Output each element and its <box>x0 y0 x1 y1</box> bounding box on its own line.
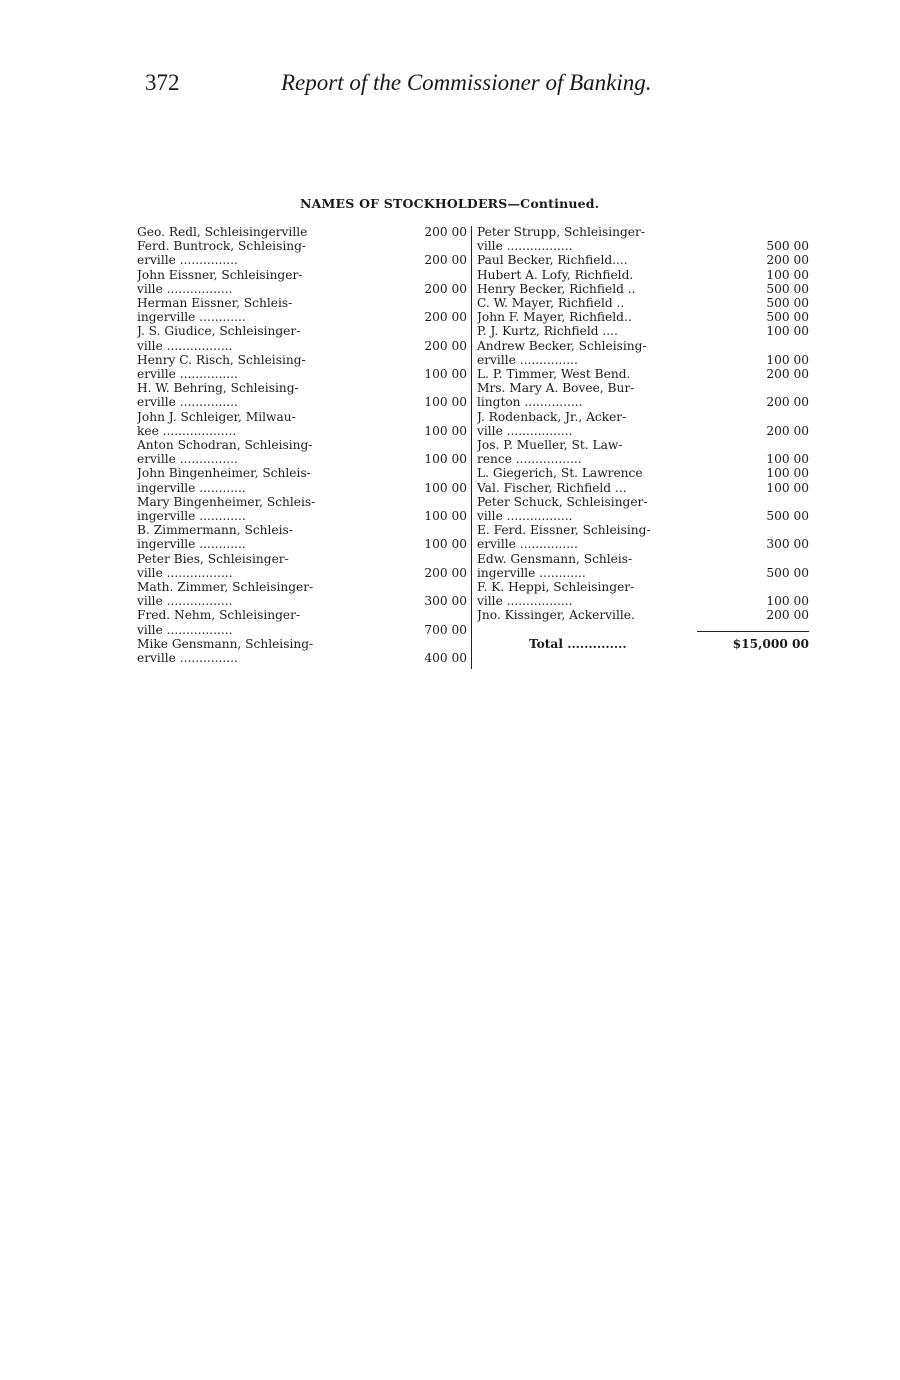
stockholder-name-line: H. W. Behring, Schleising- <box>137 381 299 396</box>
stock-amount: 500 00 <box>766 565 809 580</box>
stockholder-row <box>477 608 809 622</box>
stockholder-name-line: ville ................. <box>477 423 573 438</box>
stockholder-name-line: Math. Zimmer, Schleisinger- <box>137 580 314 595</box>
running-title: Report of the Commissioner of Banking. <box>281 70 652 95</box>
section-title: NAMES OF STOCKHOLDERS—Continued. <box>300 196 600 211</box>
stockholder-row <box>137 381 469 409</box>
stockholder-name-line: ville ................. <box>477 239 573 254</box>
stock-amount: 500 00 <box>766 509 809 524</box>
stockholder-name-line: John Bingenheimer, Schleis- <box>137 466 311 481</box>
stock-amount: 200 00 <box>424 225 467 239</box>
stockholder-name-line: Mary Bingenheimer, Schleis- <box>137 494 316 509</box>
stockholder-name-line: erville ............... <box>477 352 578 367</box>
stockholder-name-line: John Eissner, Schleisinger- <box>137 267 303 282</box>
stockholder-row <box>477 225 809 253</box>
stock-amount: 200 00 <box>766 608 809 623</box>
stockholder-name-line: B. Zimmermann, Schleis- <box>137 523 293 538</box>
stockholder-row <box>477 523 809 551</box>
stock-amount: 100 00 <box>424 395 467 410</box>
stock-amount: 100 00 <box>766 452 809 467</box>
total-label: Total .............. <box>529 636 627 651</box>
stockholder-row <box>137 410 469 438</box>
stock-amount: 500 00 <box>766 239 809 254</box>
stockholder-name-line: ville ................. <box>477 509 573 524</box>
stock-amount: 300 00 <box>766 537 809 552</box>
stock-amount: 200 00 <box>424 565 467 580</box>
stock-amount: 100 00 <box>766 466 809 481</box>
stockholder-row <box>137 353 469 381</box>
stock-amount: 100 00 <box>424 480 467 495</box>
stockholder-name-line: lington ............... <box>477 395 583 410</box>
stockholder-name-line: John J. Schleiger, Milwau- <box>137 409 296 424</box>
stockholder-name-line: erville ............... <box>137 651 238 666</box>
stockholder-row <box>477 367 809 381</box>
stockholder-row <box>477 495 809 523</box>
stockholder-row <box>137 438 469 466</box>
stock-amount: 100 00 <box>424 509 467 524</box>
stock-amount: 100 00 <box>766 480 809 495</box>
stockholder-name-line: kee ................... <box>137 423 237 438</box>
stockholder-row <box>477 410 809 438</box>
stockholder-name-line: Henry Becker, Richfield .. <box>477 281 636 296</box>
stockholder-row <box>477 339 809 367</box>
stockholder-row <box>477 466 809 480</box>
stock-amount: 100 00 <box>424 452 467 467</box>
stockholder-name-line: Geo. Redl, Schleisingerville <box>137 225 308 239</box>
stockholder-name-line: erville ............... <box>137 367 238 382</box>
stock-amount: 200 00 <box>424 338 467 353</box>
stockholder-row <box>137 495 469 523</box>
stockholder-name-line: rence ................. <box>477 452 582 467</box>
stockholder-name-line: E. Ferd. Eissner, Schleising- <box>477 523 651 538</box>
stock-amount: 500 00 <box>766 310 809 325</box>
stockholder-row <box>137 268 469 296</box>
stockholder-name-line: Val. Fischer, Richfield ... <box>477 480 627 495</box>
stockholder-name-line: Edw. Gensmann, Schleis- <box>477 551 633 566</box>
stockholder-name-line: ville ................. <box>477 594 573 609</box>
stockholder-name-line: erville ............... <box>137 452 238 467</box>
stockholder-row <box>477 268 809 282</box>
stockholder-name-line: Henry C. Risch, Schleising- <box>137 352 306 367</box>
stockholder-name-line: ingerville ............ <box>137 310 246 325</box>
stockholder-name-line: Peter Schuck, Schleisinger- <box>477 494 648 509</box>
page-number: 372 <box>145 70 180 95</box>
stockholder-name-line: ingerville ............ <box>137 509 246 524</box>
stockholder-name-line: Ferd. Buntrock, Schleising- <box>137 239 307 254</box>
stockholder-row <box>137 466 469 494</box>
stockholder-name-line: erville ............... <box>137 253 238 268</box>
stockholder-row <box>477 282 809 296</box>
stock-amount: 500 00 <box>766 281 809 296</box>
stockholder-row <box>137 637 469 665</box>
stock-amount: 100 00 <box>766 324 809 339</box>
stockholders-right-column <box>477 225 809 653</box>
stockholder-name-line: ville ................. <box>137 281 233 296</box>
stock-amount: 200 00 <box>424 281 467 296</box>
stockholder-name-line: C. W. Mayer, Richfield .. <box>477 296 625 311</box>
stockholder-name-line: ville ................. <box>137 338 233 353</box>
stockholder-name-line: ville ................. <box>137 594 233 609</box>
stock-amount: 200 00 <box>424 310 467 325</box>
stockholder-row <box>137 580 469 608</box>
stockholder-name-line: Jno. Kissinger, Ackerville. <box>477 608 635 623</box>
stockholder-name-line: Paul Becker, Richfield.... <box>477 253 628 268</box>
stockholder-name-line: J. Rodenback, Jr., Acker- <box>477 409 627 424</box>
stockholder-row <box>477 296 809 310</box>
total-amount: $15,000 00 <box>732 636 809 651</box>
stock-amount: 100 00 <box>424 367 467 382</box>
stockholder-row <box>477 552 809 580</box>
total-row <box>477 631 809 653</box>
stockholder-name-line: ingerville ............ <box>137 537 246 552</box>
stockholder-name-line: Anton Schodran, Schleising- <box>137 438 313 453</box>
stock-amount: 200 00 <box>766 395 809 410</box>
page-header <box>145 70 700 106</box>
stockholder-name-line: ingerville ............ <box>477 565 586 580</box>
stock-amount: 300 00 <box>424 594 467 609</box>
stockholder-row <box>477 324 809 338</box>
stockholder-name-line: Jos. P. Mueller, St. Law- <box>477 438 623 453</box>
stock-amount: 100 00 <box>424 423 467 438</box>
stockholder-row <box>477 580 809 608</box>
stockholder-row <box>137 608 469 636</box>
stockholder-name-line: Fred. Nehm, Schleisinger- <box>137 608 301 623</box>
stockholder-name-line: ville ................. <box>137 565 233 580</box>
stockholder-name-line: Peter Bies, Schleisinger- <box>137 551 289 566</box>
stockholder-name-line: ingerville ............ <box>137 480 246 495</box>
stockholder-name-line: J. S. Giudice, Schleisinger- <box>137 324 301 339</box>
stock-amount: 700 00 <box>424 622 467 637</box>
stockholder-row <box>477 310 809 324</box>
stockholder-row <box>137 225 469 239</box>
stock-amount: 100 00 <box>766 267 809 282</box>
stock-amount: 400 00 <box>424 651 467 666</box>
stock-amount: 500 00 <box>766 296 809 311</box>
stockholder-name-line: Mike Gensmann, Schleising- <box>137 636 314 651</box>
stockholder-name-line: erville ............... <box>137 395 238 410</box>
stockholder-row <box>137 239 469 267</box>
stockholder-name-line: John F. Mayer, Richfield.. <box>477 310 632 325</box>
stock-amount: 200 00 <box>766 423 809 438</box>
stockholder-name-line: Peter Strupp, Schleisinger- <box>477 225 645 239</box>
stockholder-name-line: erville ............... <box>477 537 578 552</box>
stockholder-row <box>477 481 809 495</box>
stockholder-name-line: P. J. Kurtz, Richfield .... <box>477 324 618 339</box>
stock-amount: 200 00 <box>766 253 809 268</box>
stockholder-name-line: Hubert A. Lofy, Richfield. <box>477 267 634 282</box>
stockholder-row <box>137 552 469 580</box>
stock-amount: 100 00 <box>766 352 809 367</box>
stockholder-row <box>137 296 469 324</box>
stockholder-name-line: F. K. Heppi, Schleisinger- <box>477 580 635 595</box>
stockholder-name-line: Herman Eissner, Schleis- <box>137 296 293 311</box>
stockholders-left-column <box>137 225 469 665</box>
stockholder-name-line: L. P. Timmer, West Bend. <box>477 367 631 382</box>
stockholder-name-line: ville ................. <box>137 622 233 637</box>
stockholder-row <box>477 438 809 466</box>
stock-amount: 200 00 <box>424 253 467 268</box>
stockholder-row <box>477 253 809 267</box>
stockholder-row <box>137 523 469 551</box>
stockholder-name-line: Mrs. Mary A. Bovee, Bur- <box>477 381 635 396</box>
column-divider <box>471 226 472 669</box>
stock-amount: 200 00 <box>766 367 809 382</box>
stock-amount: 100 00 <box>424 537 467 552</box>
stockholder-name-line: L. Giegerich, St. Lawrence <box>477 466 643 481</box>
stock-amount: 100 00 <box>766 594 809 609</box>
total-rule <box>697 631 809 632</box>
stockholder-row <box>477 381 809 409</box>
stockholder-name-line: Andrew Becker, Schleising- <box>477 338 647 353</box>
stockholder-row <box>137 324 469 352</box>
